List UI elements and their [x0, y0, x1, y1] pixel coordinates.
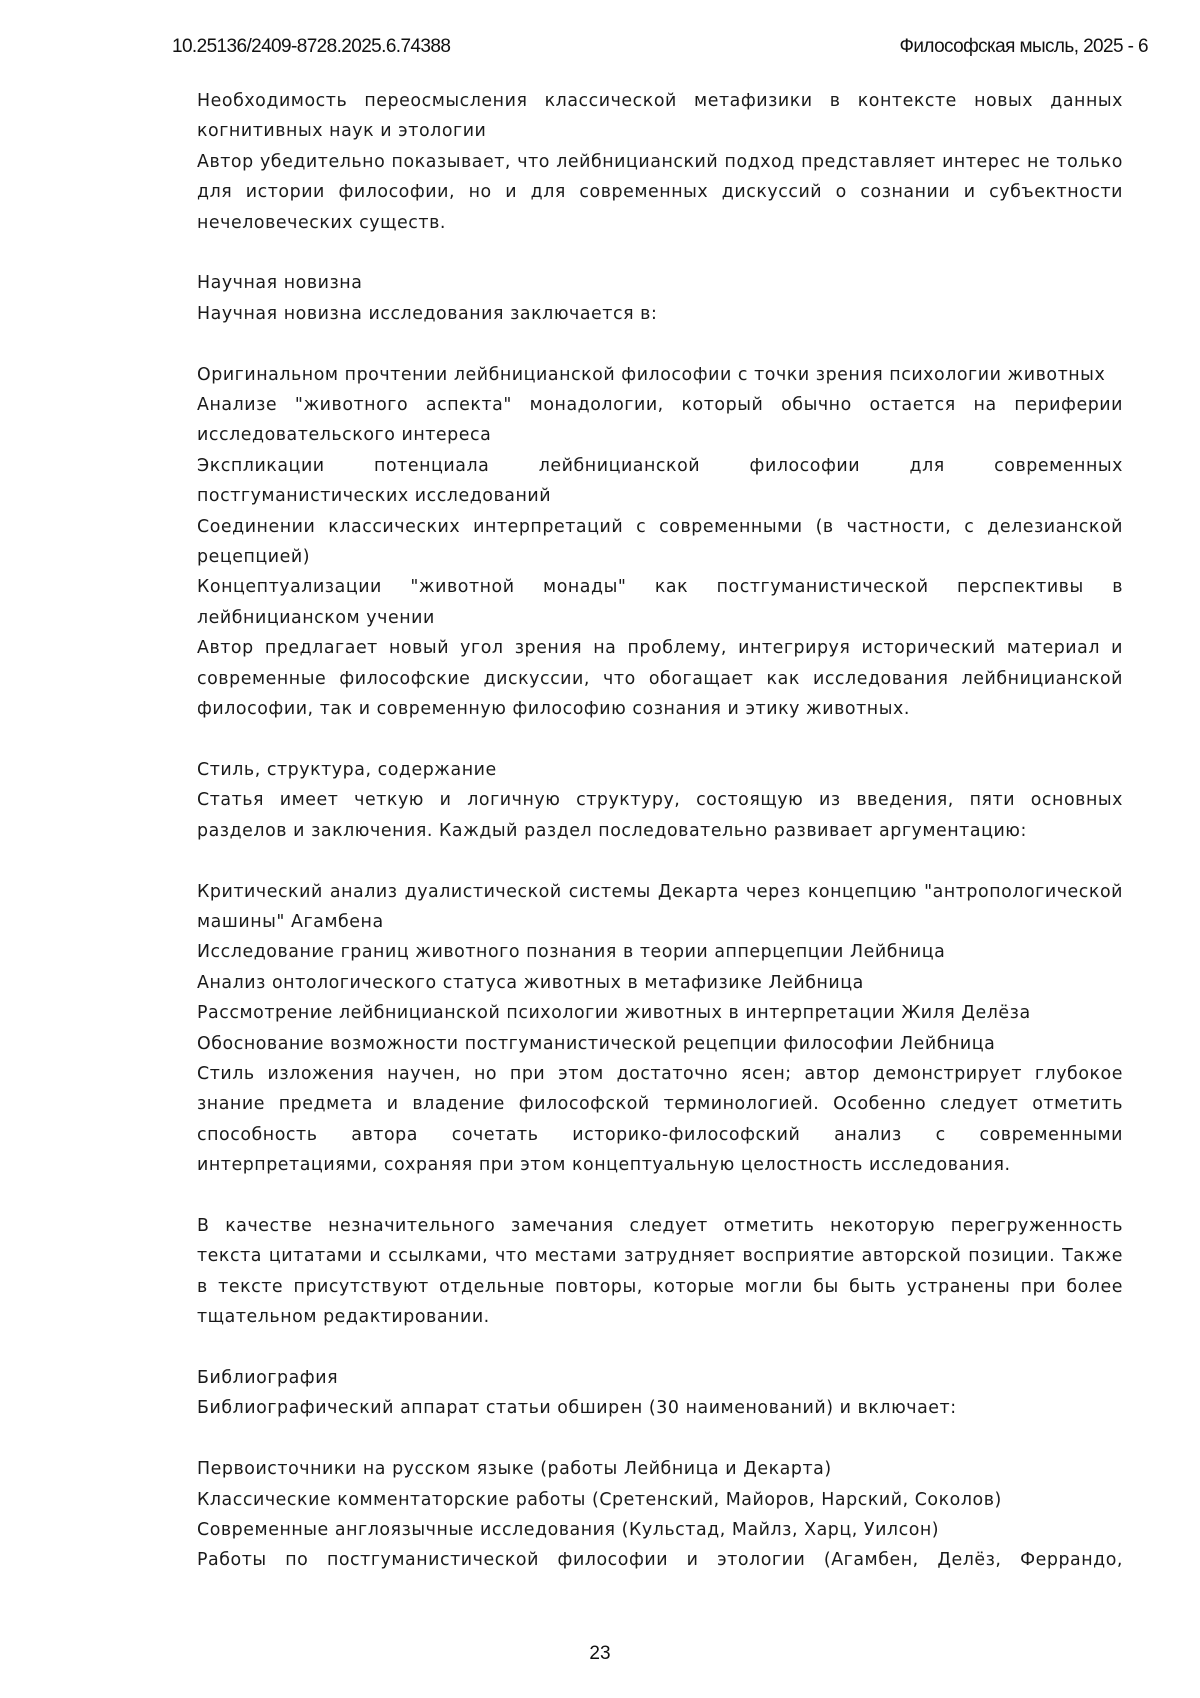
section-heading: Стиль, структура, содержание [197, 759, 497, 780]
list-item: Анализ онтологического статуса животных в метафизике Лейбница [197, 972, 864, 993]
doi-text: 10.25136/2409-8728.2025.6.74388 [172, 36, 451, 57]
list-item: Критический анализ дуалистической системы Декарта через концепцию "антропологической машины" Агамбена [197, 881, 1123, 932]
list-item: Анализе "животного аспекта" монадологии, который обычно остается на периферии исследовательского интереса [197, 395, 1123, 446]
paragraph: Статья имеет четкую и логичную структуру, состоящую из введения, пяти основных разделов и заключения. Каждый раздел последовательно развивает аргументацию: [197, 790, 1123, 841]
list-item: Концептуализации "животной монады" как постгуманистической перспективы в лейбницианском учении [197, 577, 1123, 628]
list-item: Первоисточники на русском языке (работы Лейбница и Декарта) [197, 1459, 832, 1480]
blank-line [197, 1424, 1123, 1454]
list-item: Оригинальном прочтении лейбницианской философии с точки зрения психологии животных [197, 364, 1106, 385]
list-item: Классические комментаторские работы (Сретенский, Майоров, Нарский, Соколов) [197, 1489, 1002, 1510]
paragraph: Стиль изложения научен, но при этом достаточно ясен; автор демонстрирует глубокое знание предмета и владение философской терминологией. Особенно следует отметить способность автора сочетать историко-философский анализ с современными интерпретациями, сохраняя при этом концептуальную целостность исследования. [197, 1063, 1123, 1176]
blank-line [197, 725, 1123, 755]
paragraph: Библиографический аппарат статьи обширен (30 наименований) и включает: [197, 1398, 957, 1419]
paragraph: Необходимость переосмысления классической метафизики в контексте новых данных когнитивных наук и этологии [197, 91, 1123, 142]
blank-line [197, 1181, 1123, 1211]
list-item: Обоснование возможности постгуманистической рецепции философии Лейбница [197, 1033, 996, 1054]
list-item: Современные англоязычные исследования (Кульстад, Майлз, Харц, Уилсон) [197, 1519, 940, 1540]
blank-line [197, 329, 1123, 359]
list-item: Исследование границ животного познания в теории апперцепции Лейбница [197, 942, 946, 963]
article-body [197, 86, 1123, 1576]
paragraph: Автор убедительно показывает, что лейбницианский подход представляет интерес не только для истории философии, но и для современных дискуссий о сознании и субъектности нечеловеческих существ. [197, 151, 1123, 233]
section-heading: Библиография [197, 1367, 339, 1388]
list-item: Работы по постгуманистической философии и этологии (Агамбен, Делёз, Феррандо, [197, 1550, 1123, 1571]
page-header [172, 36, 1148, 62]
blank-line [197, 846, 1123, 876]
blank-line [197, 1333, 1123, 1363]
paragraph: Научная новизна исследования заключается в: [197, 303, 658, 324]
section-heading: Научная новизна [197, 273, 363, 294]
blank-line [197, 238, 1123, 268]
paragraph: В качестве незначительного замечания следует отметить некоторую перегруженность текста цитатами и ссылками, что местами затрудняет восприятие авторской позиции. Также в тексте присутствуют отдельные повторы, которые могли бы быть устранены при более тщательном редактировании. [197, 1215, 1123, 1328]
journal-title: Философская мысль, 2025 - 6 [899, 36, 1148, 57]
list-item: Соединении классических интерпретаций с современными (в частности, с делезианской рецепцией) [197, 516, 1123, 568]
paragraph: Автор предлагает новый угол зрения на проблему, интегрируя исторический материал и современные философские дискуссии, что обогащает как исследования лейбницианской философии, так и современную философию сознания и этику животных. [197, 638, 1123, 720]
page-number: 23 [589, 1643, 611, 1664]
list-item: Экспликации потенциала лейбницианской философии для современных постгуманистических исследований [197, 455, 1123, 507]
list-item: Рассмотрение лейбницианской психологии животных в интерпретации Жиля Делёза [197, 1003, 1031, 1024]
